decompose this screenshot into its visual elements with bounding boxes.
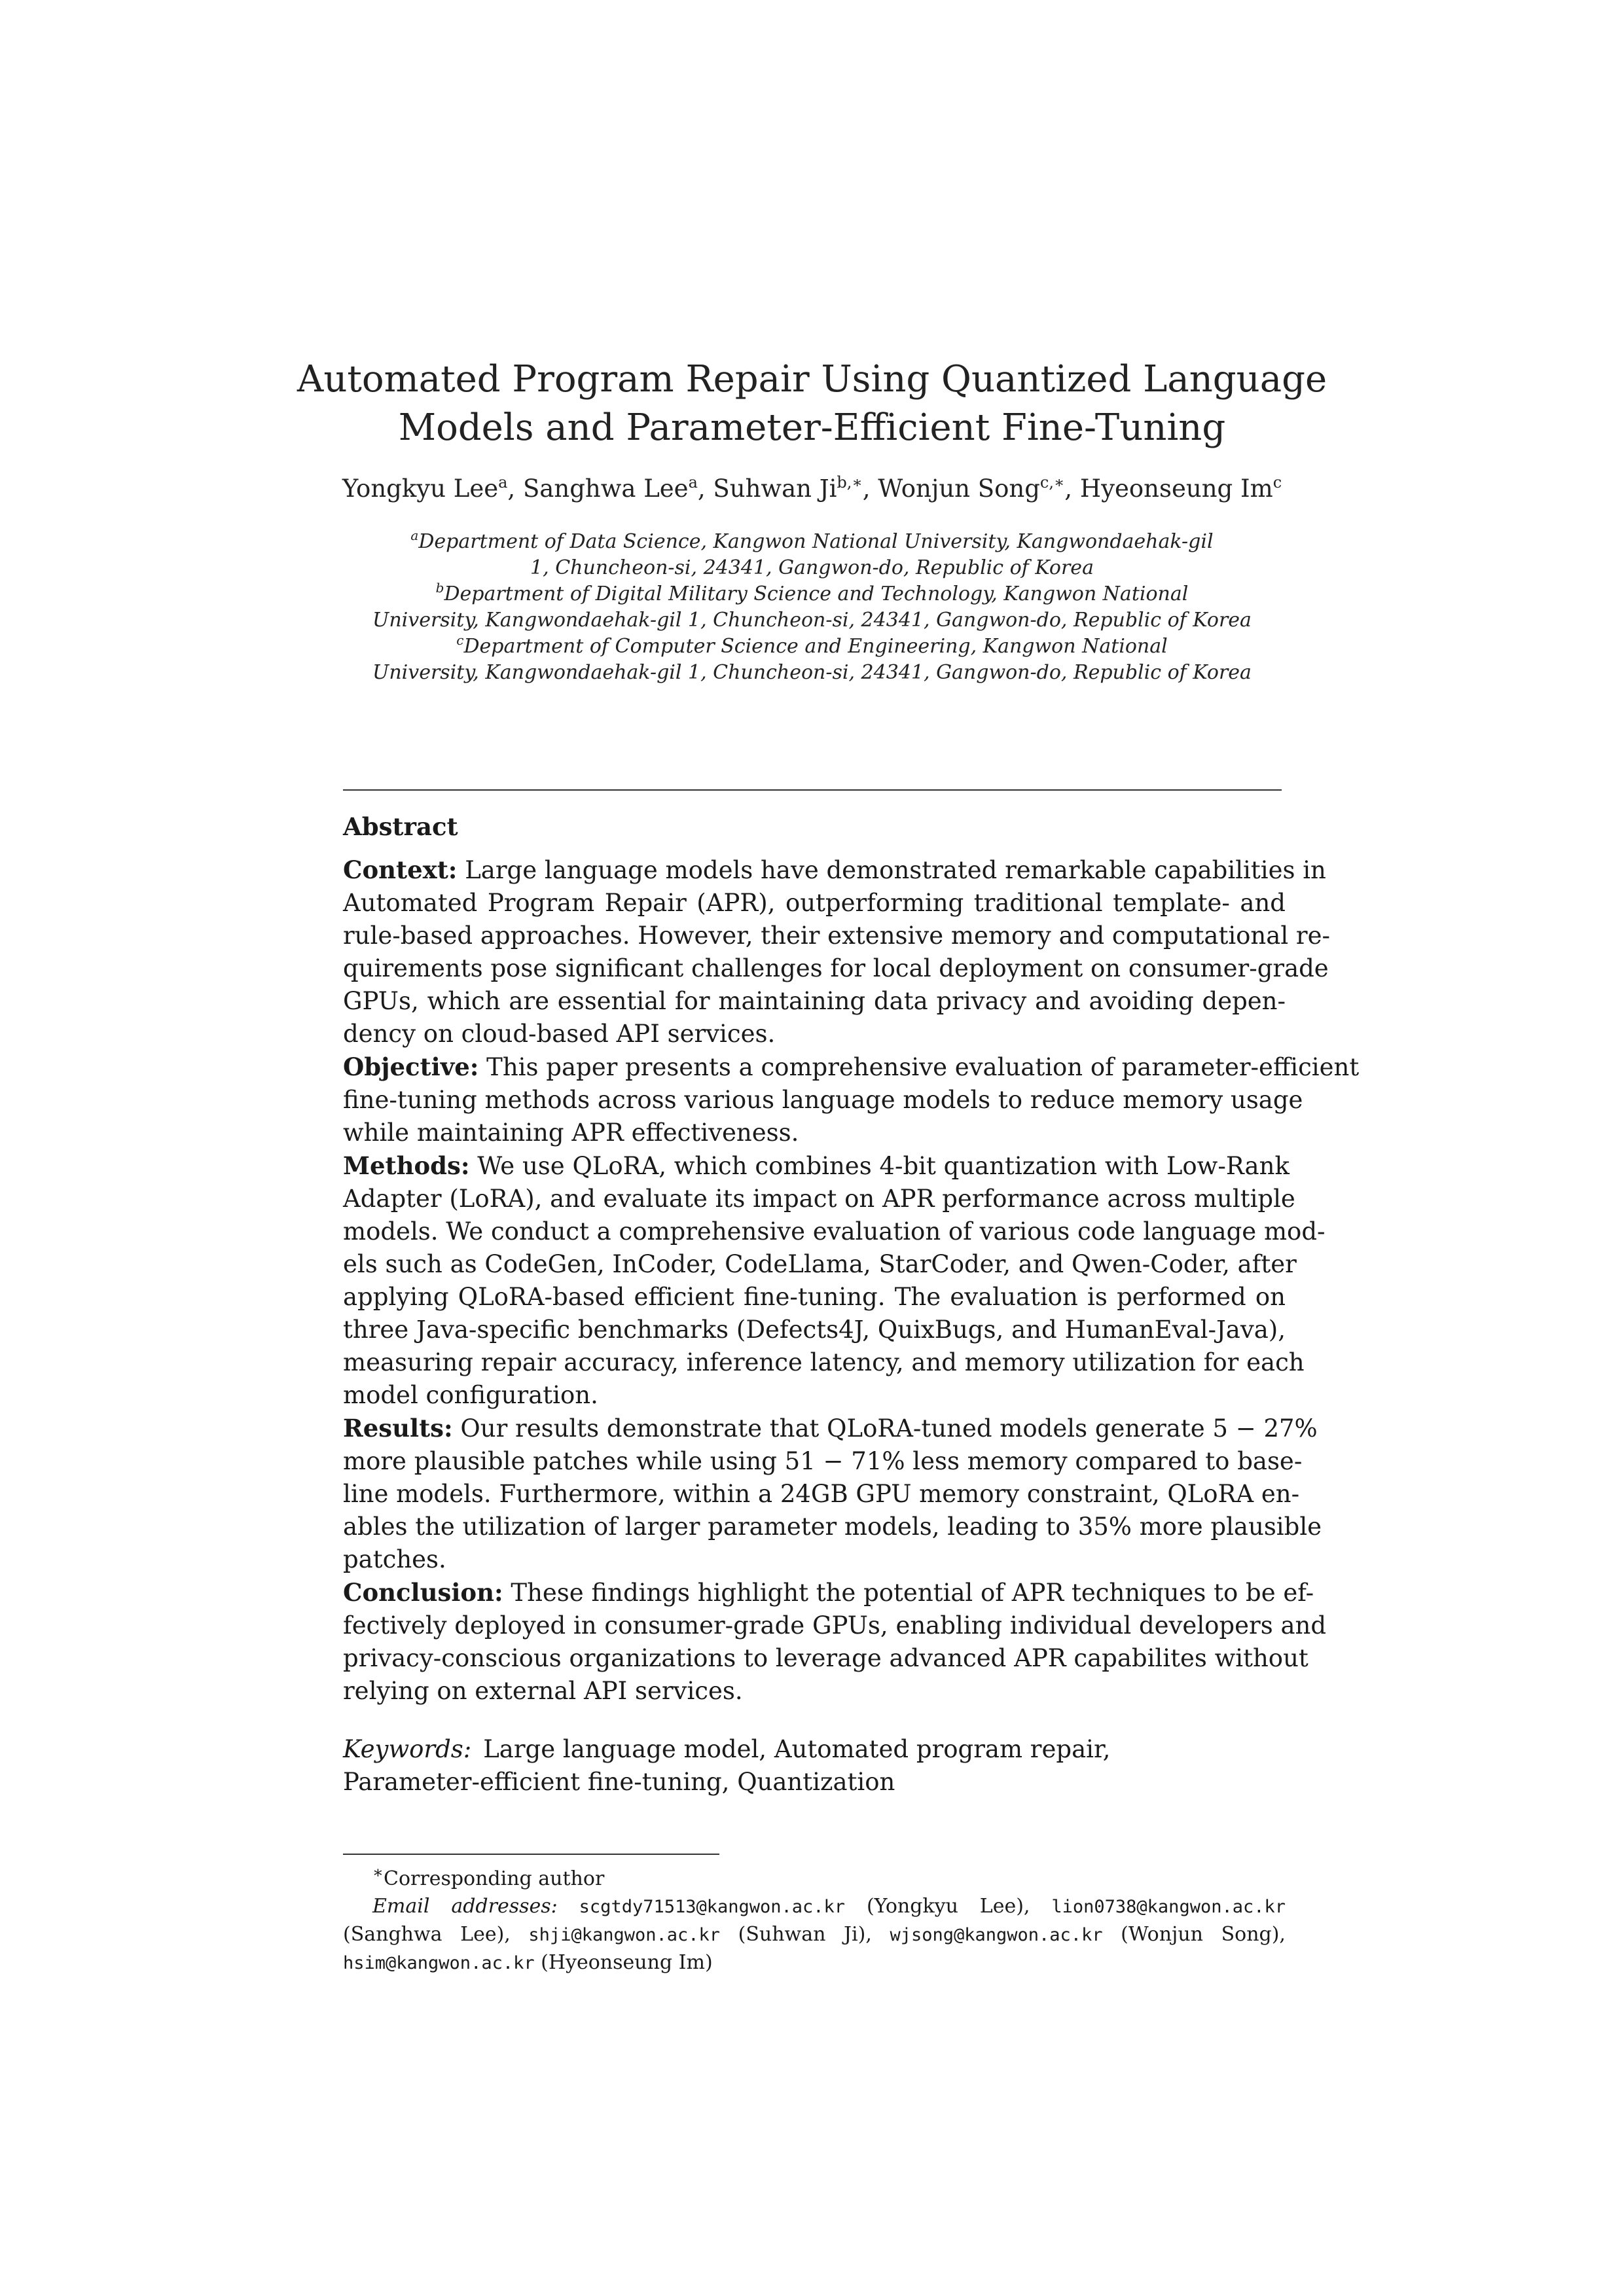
author-name: Yongkyu Lee xyxy=(342,475,499,503)
abstract-context xyxy=(343,853,1331,1050)
footnotes-block xyxy=(343,1859,1286,1977)
abstract-line: dency on cloud-based API services. xyxy=(343,1020,776,1048)
abstract-line: measuring repair accuracy, inference latency, and memory utilization for each xyxy=(343,1348,1305,1376)
abstract-line: Adapter (LoRA), and evaluate its impact on APR performance across multiple xyxy=(343,1185,1295,1213)
title-line: Automated Program Repair Using Quantized Language xyxy=(297,357,1327,401)
abstract-line: Objective: This paper presents a comprehensive evaluation of parameter-efficient xyxy=(343,1052,1360,1081)
section-label: Context: xyxy=(343,855,458,884)
author-name: Suhwan Ji xyxy=(713,475,837,503)
email-line: hsim@kangwon.ac.kr (Hyeonseung Im) xyxy=(343,1951,713,1974)
keywords-block xyxy=(343,1733,1286,1799)
abstract-line: Conclusion: These findings highlight the potential of APR techniques to be ef- xyxy=(343,1578,1314,1607)
abstract-line: fine-tuning methods across various language models to reduce memory usage xyxy=(343,1086,1303,1114)
keywords-line: Keywords: Large language model, Automated program repair, xyxy=(343,1735,1111,1763)
email-link[interactable]: wjsong@kangwon.ac.kr xyxy=(890,1925,1103,1945)
affiliation-line: $^a$Department of Data Science, Kangwon National University, Kangwondaehak-gil xyxy=(410,528,1214,553)
abstract-heading: Abstract xyxy=(343,812,458,841)
abstract-line: model configuration. xyxy=(343,1381,598,1409)
abstract-line: models. We conduct a comprehensive evaluation of various code language mod- xyxy=(343,1217,1326,1246)
author-mark: b,∗ xyxy=(837,473,863,492)
author-name: Wonjun Song xyxy=(878,475,1040,503)
email-link[interactable]: hsim@kangwon.ac.kr xyxy=(343,1953,535,1973)
abstract-line: line models. Furthermore, within a 24GB GPU memory constraint, QLoRA en- xyxy=(343,1480,1300,1508)
abstract-line: while maintaining APR effectiveness. xyxy=(343,1119,799,1147)
footnote-rule xyxy=(343,1854,719,1855)
abstract-top-rule xyxy=(343,789,1282,791)
author-name: Sanghwa Lee xyxy=(522,475,689,503)
affiliation-list xyxy=(196,529,1428,686)
abstract-line: more plausible patches while using 51 − 71% less memory compared to base- xyxy=(343,1447,1303,1475)
email-line: (Sanghwa Lee), shji@kangwon.ac.kr (Suhwan Ji), wjsong@kangwon.ac.kr (Wonjun Song), xyxy=(343,1923,1286,1946)
abstract-line: Automated Program Repair (APR), outperforming traditional template- and xyxy=(343,889,1286,917)
abstract-results xyxy=(343,1412,1322,1576)
affiliation-mark: a xyxy=(410,528,419,543)
author-mark: c xyxy=(1272,473,1282,492)
title-line: Models and Parameter-Efficient Fine-Tuning xyxy=(398,406,1226,449)
affiliation-mark: b xyxy=(435,580,444,596)
affiliation-line: University, Kangwondaehak-gil 1, Chuncheon-si, 24341, Gangwon-do, Republic of Korea xyxy=(372,661,1252,684)
email-label: Email addresses: xyxy=(372,1895,558,1918)
abstract-line: patches. xyxy=(343,1545,446,1573)
abstract-line: els such as CodeGen, InCoder, CodeLlama, StarCoder, and Qwen-Coder, after xyxy=(343,1250,1297,1278)
abstract-methods xyxy=(343,1149,1326,1412)
abstract-line: GPUs, which are essential for maintaining data privacy and avoiding depen- xyxy=(343,987,1286,1015)
author-list: Yongkyu Lee$^a$, Sanghwa Lee$^a$, Suhwan $Ji^{b,∗}$, Wonjun Song$^{c,∗}$, Hyeonseung Im$^c$ xyxy=(342,473,1282,503)
section-label: Methods: xyxy=(343,1151,470,1180)
abstract-conclusion xyxy=(343,1576,1327,1708)
affiliation-line: 1, Chuncheon-si, 24341, Gangwon-do, Republic of Korea xyxy=(530,556,1094,579)
affiliation-line: University, Kangwondaehak-gil 1, Chuncheon-si, 24341, Gangwon-do, Republic of Korea xyxy=(372,609,1252,632)
keywords-line: Parameter-efficient fine-tuning, Quantization xyxy=(343,1768,895,1796)
abstract-line: privacy-conscious organizations to leverage advanced APR capabilites without xyxy=(343,1644,1308,1672)
paper-title xyxy=(196,355,1428,452)
footnote-mark: ∗ xyxy=(372,1863,384,1882)
affiliation-mark: c xyxy=(456,632,464,648)
affiliation-line: $^c$Department of Computer Science and Engineering, Kangwon National xyxy=(456,632,1168,658)
affiliation-line: $^b$Department of Digital Military Science and Technology, Kangwon National xyxy=(435,580,1189,605)
author-name: Hyeonseung Im xyxy=(1079,475,1273,503)
abstract-line: quirements pose significant challenges for local deployment on consumer-grade xyxy=(343,954,1329,982)
email-link[interactable]: lion0738@kangwon.ac.kr xyxy=(1051,1897,1286,1917)
abstract-objective xyxy=(343,1050,1360,1149)
abstract-line: fectively deployed in consumer-grade GPUs, enabling individual developers and xyxy=(343,1611,1327,1640)
author-mark: c,∗ xyxy=(1039,473,1065,492)
section-label: Conclusion: xyxy=(343,1578,503,1607)
abstract-line: three Java-specific benchmarks (Defects4J, QuixBugs, and HumanEval-Java), xyxy=(343,1316,1286,1344)
abstract-block xyxy=(343,810,1360,1708)
abstract-line: Results: Our results demonstrate that QLoRA-tuned models generate 5 − 27% xyxy=(343,1414,1318,1443)
corresponding-author-note: ∗Corresponding author xyxy=(372,1863,605,1890)
email-line: Email addresses: scgtdy71513@kangwon.ac.kr (Yongkyu Lee), lion0738@kangwon.ac.kr xyxy=(372,1895,1286,1918)
abstract-line: rule-based approaches. However, their extensive memory and computational re- xyxy=(343,922,1331,950)
section-label: Objective: xyxy=(343,1052,479,1081)
email-link[interactable]: shji@kangwon.ac.kr xyxy=(528,1925,721,1945)
author-mark: a xyxy=(498,473,508,492)
abstract-line: relying on external API services. xyxy=(343,1677,743,1705)
abstract-line: ables the utilization of larger parameter models, leading to 35% more plausible xyxy=(343,1513,1322,1541)
section-label: Results: xyxy=(343,1414,453,1443)
email-link[interactable]: scgtdy71513@kangwon.ac.kr xyxy=(579,1897,846,1917)
abstract-line: Methods: We use QLoRA, which combines 4-bit quantization with Low-Rank xyxy=(343,1151,1290,1180)
keywords-label: Keywords: xyxy=(343,1735,472,1763)
author-mark: a xyxy=(688,473,698,492)
abstract-line: Context: Large language models have demonstrated remarkable capabilities in xyxy=(343,855,1326,884)
abstract-line: applying QLoRA-based efficient fine-tuning. The evaluation is performed on xyxy=(343,1283,1286,1311)
